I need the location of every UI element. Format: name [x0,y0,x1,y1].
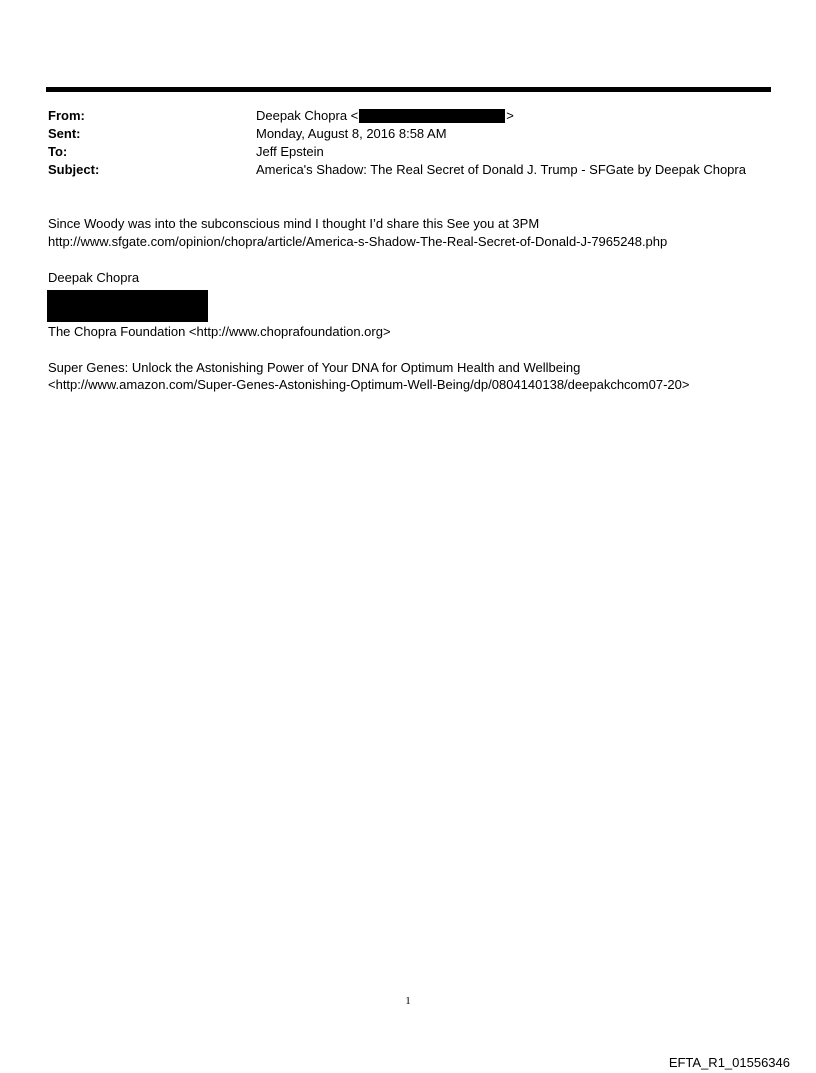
document-id: EFTA_R1_01556346 [668,1055,790,1070]
header-divider [46,87,771,92]
book-link: <http://www.amazon.com/Super-Genes-Astonishing-Optimum-Well-Being/dp/0804140138/deepakchcom07-20> [48,377,690,392]
page-number: 1 [405,995,411,1007]
from-label: From: [48,108,85,123]
message-link: http://www.sfgate.com/opinion/chopra/article/America-s-Shadow-The-Real-Secret-of-Donald-J-7965248.php [48,234,668,249]
sent-label: Sent: [48,126,81,141]
subject-label: Subject: [48,162,100,177]
signature-name: Deepak Chopra [48,270,140,285]
sent-value: Monday, August 8, 2016 8:58 AM [256,126,447,141]
subject-value: America's Shadow: The Real Secret of Donald J. Trump - SFGate by Deepak Chopra [256,162,746,177]
book-title: Super Genes: Unlock the Astonishing Power of Your DNA for Optimum Health and Wellbeing [48,360,581,375]
to-label: To: [48,144,68,159]
from-name: Deepak Chopra < [256,108,359,123]
to-value: Jeff Epstein [256,144,324,159]
from-close: > [506,108,514,123]
redacted-email [359,109,505,123]
from-value [256,107,514,125]
message-line-1: Since Woody was into the subconscious mind I thought I’d share this See you at 3PM [48,216,540,231]
foundation-line: The Chopra Foundation <http://www.choprafoundation.org> [48,324,391,339]
redacted-signature-block [47,290,208,322]
